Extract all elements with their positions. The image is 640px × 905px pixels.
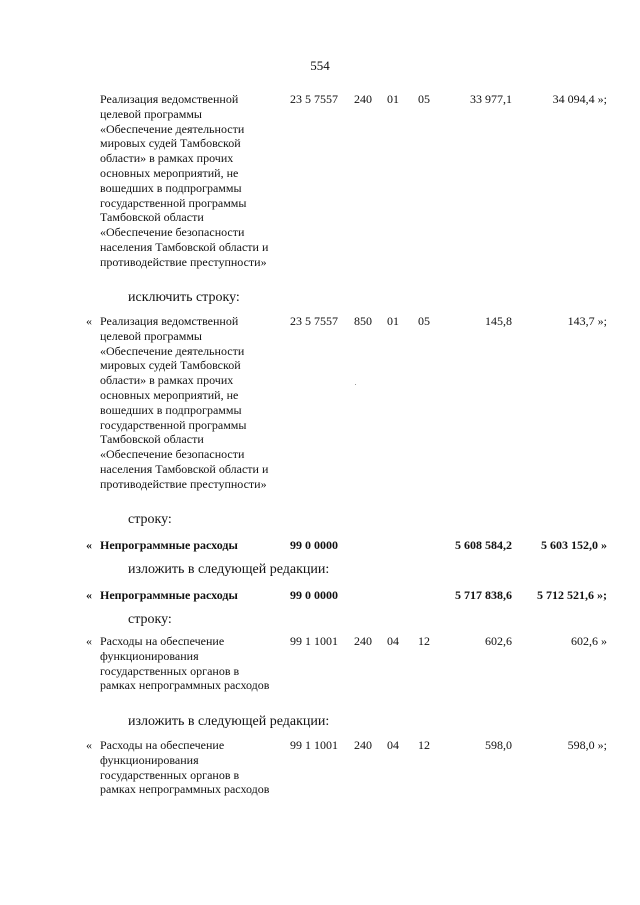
row-sum-2: 143,7 »; xyxy=(567,314,607,328)
row-vr: 240 xyxy=(354,92,372,106)
row-rz: 01 xyxy=(387,314,399,328)
row-pr: 12 xyxy=(418,634,430,648)
instruction-row: строку: xyxy=(128,612,172,627)
row-rz: 04 xyxy=(387,738,399,752)
row-name: Расходы на обеспечение функционирования государственных органов в рамках непрограммных расходов xyxy=(100,738,270,797)
row-sum-2: 34 094,4 »; xyxy=(552,92,607,106)
row-sum-1: 598,0 xyxy=(485,738,512,752)
row-sum-1: 33 977,1 xyxy=(470,92,512,106)
scan-speck xyxy=(355,384,356,385)
row-quote: « xyxy=(86,588,92,602)
row-sum-2: 5 712 521,6 »; xyxy=(537,588,607,602)
row-vr: 240 xyxy=(354,738,372,752)
row-quote: « xyxy=(86,314,92,328)
instruction-restate: изложить в следующей редакции: xyxy=(128,714,330,729)
row-name: Непрограммные расходы xyxy=(100,588,238,602)
row-quote: « xyxy=(86,634,92,648)
instruction-restate: изложить в следующей редакции: xyxy=(128,562,330,577)
row-vr: 850 xyxy=(354,314,372,328)
row-sum-1: 602,6 xyxy=(485,634,512,648)
row-code: 23 5 7557 xyxy=(290,314,338,328)
row-name: Расходы на обеспечение функционирования государственных органов в рамках непрограммных расходов xyxy=(100,634,270,693)
row-vr: 240 xyxy=(354,634,372,648)
row-rz: 01 xyxy=(387,92,399,106)
row-pr: 05 xyxy=(418,92,430,106)
row-sum-2: 598,0 »; xyxy=(567,738,607,752)
row-code: 99 0 0000 xyxy=(290,538,338,552)
row-code: 99 1 1001 xyxy=(290,738,338,752)
row-sum-1: 5 717 838,6 xyxy=(455,588,512,602)
row-sum-2: 5 603 152,0 » xyxy=(541,538,607,552)
row-sum-1: 5 608 584,2 xyxy=(455,538,512,552)
row-code: 99 0 0000 xyxy=(290,588,338,602)
row-sum-1: 145,8 xyxy=(485,314,512,328)
row-pr: 12 xyxy=(418,738,430,752)
row-quote: « xyxy=(86,738,92,752)
instruction-exclude-row: исключить строку: xyxy=(128,290,240,305)
row-name: Реализация ведомственной целевой программы «Обеспечение деятельности мировых судей Тамбовской области» в рамках прочих основных мероприятий, не вошедших в подпрограммы государственной программы Тамбовской области «Обеспечение безопасности населения Тамбовской области и противодействие преступности» xyxy=(100,92,269,269)
row-code: 23 5 7557 xyxy=(290,92,338,106)
row-pr: 05 xyxy=(418,314,430,328)
row-name: Непрограммные расходы xyxy=(100,538,238,552)
row-quote: « xyxy=(86,538,92,552)
row-rz: 04 xyxy=(387,634,399,648)
row-name: Реализация ведомственной целевой программы «Обеспечение деятельности мировых судей Тамбовской области» в рамках прочих основных мероприятий, не вошедших в подпрограммы государственной программы Тамбовской области «Обеспечение безопасности населения Тамбовской области и противодействие преступности» xyxy=(100,314,269,491)
page-number: 554 xyxy=(310,58,330,73)
instruction-row: строку: xyxy=(128,512,172,527)
row-sum-2: 602,6 » xyxy=(571,634,607,648)
row-code: 99 1 1001 xyxy=(290,634,338,648)
